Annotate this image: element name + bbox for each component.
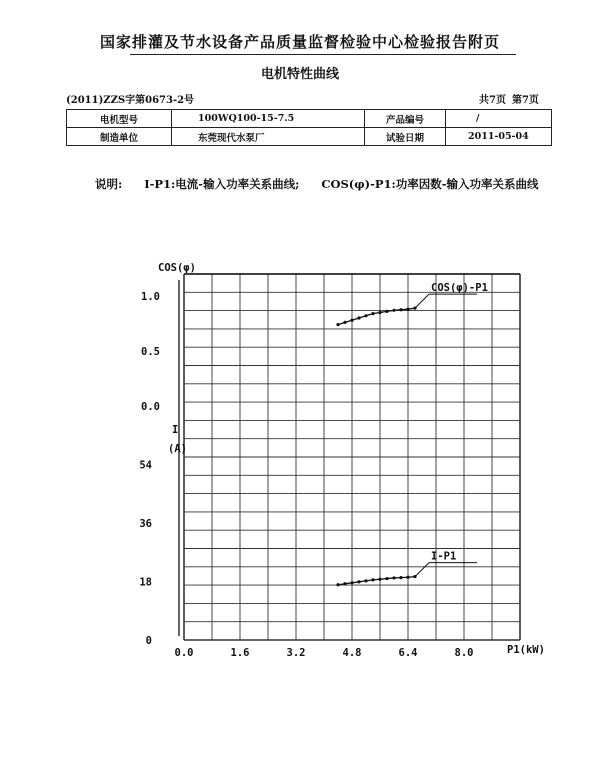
test-date-value: 2011-05-04 (446, 128, 552, 146)
upper-y-tick-label: 0.5 (141, 346, 160, 358)
series-line (338, 577, 415, 585)
chart-grid (179, 274, 520, 640)
series-label: COS(φ)-P1 (431, 282, 488, 295)
note-item-current: I-P1:电流-输入功率关系曲线; (144, 177, 300, 191)
report-number: (2011)ZZS字第0673-2号 (66, 95, 195, 106)
lower-y-tick-label: 54 (139, 459, 152, 472)
motor-model-label: 电机型号 (67, 110, 172, 128)
data-point (406, 308, 409, 311)
page-number: 第7页 (511, 95, 539, 106)
lower-y-tick-label: 18 (139, 576, 152, 589)
data-point (385, 577, 388, 580)
data-point (378, 578, 381, 581)
note-item-power-factor: COS(φ)-P1:功率因数-输入功率关系曲线 (321, 177, 539, 191)
motor-model-value: 100WQ100-15-7.5 (172, 110, 365, 128)
total-pages: 共7页 (479, 95, 506, 106)
series-label: I-P1 (431, 550, 457, 563)
data-point (399, 308, 402, 311)
x-tick-label: 4.8 (342, 647, 362, 659)
series-leader-line (415, 294, 429, 308)
data-point (385, 310, 388, 313)
data-point (357, 580, 360, 583)
series-layer (336, 282, 488, 586)
data-point (364, 314, 367, 317)
x-tick-label: 8.0 (454, 647, 474, 659)
data-point (350, 581, 353, 584)
upper-axis-label: COS(φ) (158, 262, 196, 274)
data-point (378, 311, 381, 314)
lower-y-tick-label: 0 (145, 635, 152, 647)
data-point (364, 579, 367, 582)
data-point (336, 583, 339, 586)
upper-y-tick-label: 1.0 (141, 291, 160, 303)
note-prefix: 说明: (95, 177, 123, 191)
report-subtitle: 电机特性曲线 (260, 67, 339, 82)
x-axis-label: P1(kW) (507, 644, 545, 656)
data-point (392, 309, 395, 312)
upper-y-tick-label: 0.0 (141, 401, 160, 413)
lower-axis-label-line1: I (172, 424, 179, 436)
data-point (392, 576, 395, 579)
product-number-value: / (446, 110, 552, 128)
report-title: 国家排灌及节水设备产品质量监督检验中心检验报告附页 (99, 33, 500, 51)
product-number-label: 产品编号 (365, 110, 446, 128)
data-point (336, 323, 339, 326)
data-point (371, 312, 374, 315)
data-point (406, 576, 409, 579)
data-point (343, 321, 346, 324)
lower-axis-label-line2: (A) (168, 443, 187, 455)
series-leader-line (415, 563, 429, 577)
x-tick-label: 3.2 (286, 647, 306, 659)
x-tick-label: 0.0 (174, 647, 194, 659)
manufacturer-value: 东莞现代水泵厂 (172, 128, 365, 146)
data-point (371, 578, 374, 581)
x-tick-label: 6.4 (398, 647, 418, 659)
data-point (357, 316, 360, 319)
data-point (343, 582, 346, 585)
data-point (399, 576, 402, 579)
data-point (350, 319, 353, 322)
test-date-label: 试验日期 (365, 128, 446, 146)
lower-y-tick-label: 36 (139, 518, 152, 530)
x-tick-label: 1.6 (230, 647, 250, 659)
manufacturer-label: 制造单位 (67, 128, 172, 146)
